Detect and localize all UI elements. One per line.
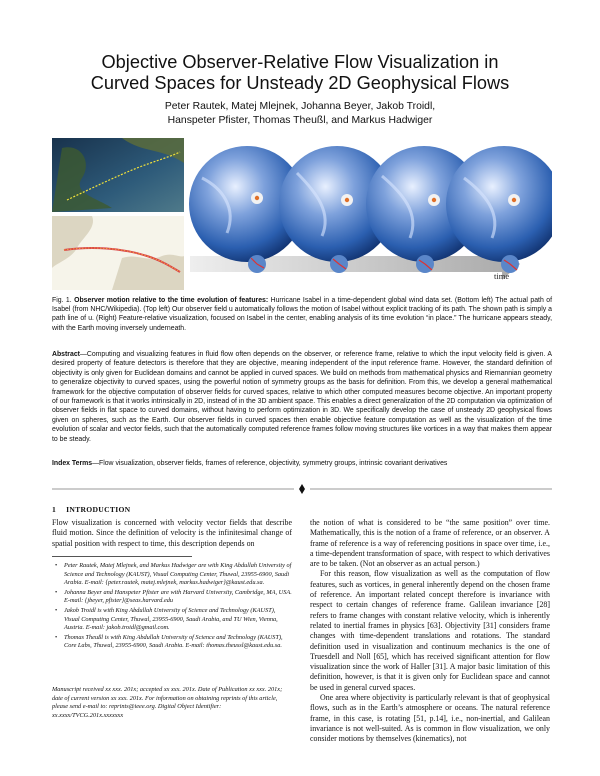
footnote-item: • Johanna Beyer and Hanspeter Pfister are with Harvard University, Cambridge, MA, USA. E-mail: {jbeyer, pfister}@seas.harvard.edu [64,589,292,606]
author-list [40,100,560,128]
hurricane-path-map-panel [52,216,184,290]
caption-text: Hurricane Isabel in a time-dependent global wind data set. (Bottom left) The actual path of Isabel (from NHC/Wikipedia). (Top left) Our observer field u automatically follows the motion of Isabel without explicit tracking of its path. The shown path is simply a path line of u. (Right) Feature-relative visualization, focused on Isabel in the center, enabling analysis of its time evolution “in place.” The hurricane appears steady, with the Earth moving inversely underneath. [52,297,552,332]
intro-paragraph: the notion of what is considered to be “the same position” over time. Mathematically, this is the notion of a frame of reference, or an observer. A frame of reference is a way of referencing positions in space over time, i.e., a time-dependent transformation of space, with respect to which derivatives are to be taken. (Not an observer as an actual person.) [310,518,550,569]
intro-paragraph: One area where objectivity is particularly relevant is that of geophysical flows, such as in the Earth’s atmosphere or oceans. The natural reference frame, in this case, is rotating [51, p.14], i.e., non-inertial, and Galilean invariance is not well-suited. As is common in flow visualization, we only consider motions by themselves (kinematics), not [310,693,550,744]
earth-track-panel [52,138,184,212]
intro-right-column [310,518,550,745]
teaser-figure-graphic [52,138,552,290]
intro-paragraph: For this reason, flow visualization as well as the computation of flow features, such as vortices, in general inherently depend on the chosen frame of reference. An important related concept therefore is invariance with respect to certain changes of reference frame. Galilean invariance [28] refers to frame changes with constant relative velocity, which is inherently related to inertial frames in physics [63]. Objectivity [31] considers frame changes with time-dependent translations and rotations. The standard definition used in visualization and continuum mechanics is the one of Truesdell and Noll [65], which has received significant attention for flow visualization since the work of Haller [31]. A major basic limitation of this definition, however, is that it is given only for Euclidean space and cannot be used in general curved spaces. [310,569,550,692]
caption-bold: Observer motion relative to the time evolution of features: [74,297,269,304]
footnote-list [52,562,292,651]
authors-line-1: Peter Rautek, Matej Mlejnek, Johanna Beyer, Jakob Troidl, [164,101,436,112]
footnote-item: • Peter Rautek, Matej Mlejnek, and Markus Hadwiger are with King Abdullah University of Science and Technology (KAUST), Visual Computing Center, Thuwal, 23955-6900, Saudi Arabia. E-mail: {peter.rautek, matej.mlejnek, markus.hadwiger}@kaust.edu.sa. [64,562,292,588]
caption-lead: Fig. 1. [52,297,72,304]
manuscript-info: Manuscript received xx xxx. 201x; accepted xx xxx. 201x. Date of Publication xx xxx. 201x; date of current version xx xxx. 201x. For information on obtaining reprints of this article, please send e-mail to: reprints@ieee.org. Digital Object Identifier: xx.xxxx/TVCG.201x.xxxxxxx [52,686,283,719]
title-line-2: Curved Spaces for Unsteady 2D Geophysical Flows [90,73,510,93]
index-terms-text: —Flow visualization, observer fields, frames of reference, objectivity, symmetry groups, intrinsic covariant derivatives [92,460,448,467]
abstract-label: Abstract [52,351,80,358]
footnote-item: • Jakob Troidl is with King Abdullah University of Science and Technology (KAUST), Visual Computing Center, Thuwal, 23955-6900, Saudi Arabia, and TU Wien, Vienna, Austria. E-mail: jakob.troidl@gmail.com. [64,607,292,633]
intro-left-column [52,518,292,549]
author-footnotes [52,562,292,652]
index-terms-label: Index Terms [52,460,93,467]
abstract [52,350,552,444]
authors-line-2: Hanspeter Pfister, Thomas Theußl, and Markus Hadwiger [167,115,433,126]
divider-graphic [52,484,552,494]
section-title: INTRODUCTION [66,505,131,514]
intro-paragraph-left: Flow visualization is concerned with velocity vector fields that describe fluid motion. Since the definition of velocity is the infinitesimal change of spatial position with respect to time, this description depends on [52,518,292,548]
title-line-1: Objective Observer-Relative Flow Visualization in [101,52,499,72]
time-label: time [494,271,510,281]
teaser-figure [52,138,552,290]
index-terms [52,459,552,468]
section-number: 1 [52,505,57,514]
section-divider [52,481,552,491]
figure-caption [52,296,552,333]
section-heading [52,505,292,514]
abstract-text: —Computing and visualizing features in fluid flow often depends on the observer, or reference frame, relative to which the input velocity field is given. A desired property of feature detectors is therefore that they are objective, meaning independent of the input reference frame. However, the standard definition of objectivity is only given for Euclidean domains and cannot be applied in curved spaces. We build on methods from mathematical physics and Riemannian geometry to generalize objectivity to curved spaces, using the powerful notion of symmetry groups as the basis for definition. From this, we develop a general mathematical framework for the objective computation of observer fields for curved spaces, relative to which other computed measures become objective. An important property of our framework is that it works intrinsically in 2D, instead of in the 3D ambient space. This enables a direct generalization of the 2D computation via optimization of observer fields in flat space to curved domains, without having to perform optimization in 3D. We specifically develop the case of unsteady 2D geophysical flows given on spheres, such as the Earth. Our observer fields in curved spaces then enable objective feature computation as well as the visualization of the time evolution of scalar and vector fields, such that the automatically computed reference frames follow moving structures like vortices in a way that makes them appear to be steady. [52,351,552,443]
footnote-rule [52,556,192,557]
paper-title [40,52,560,94]
footnote-item: • Thomas Theußl is with King Abdullah University of Science and Technology (KAUST), Core Labs, Thuwal, 23955-6900, Saudi Arabia. E-mail: thomas.theussl@kaust.edu.sa. [64,634,292,651]
